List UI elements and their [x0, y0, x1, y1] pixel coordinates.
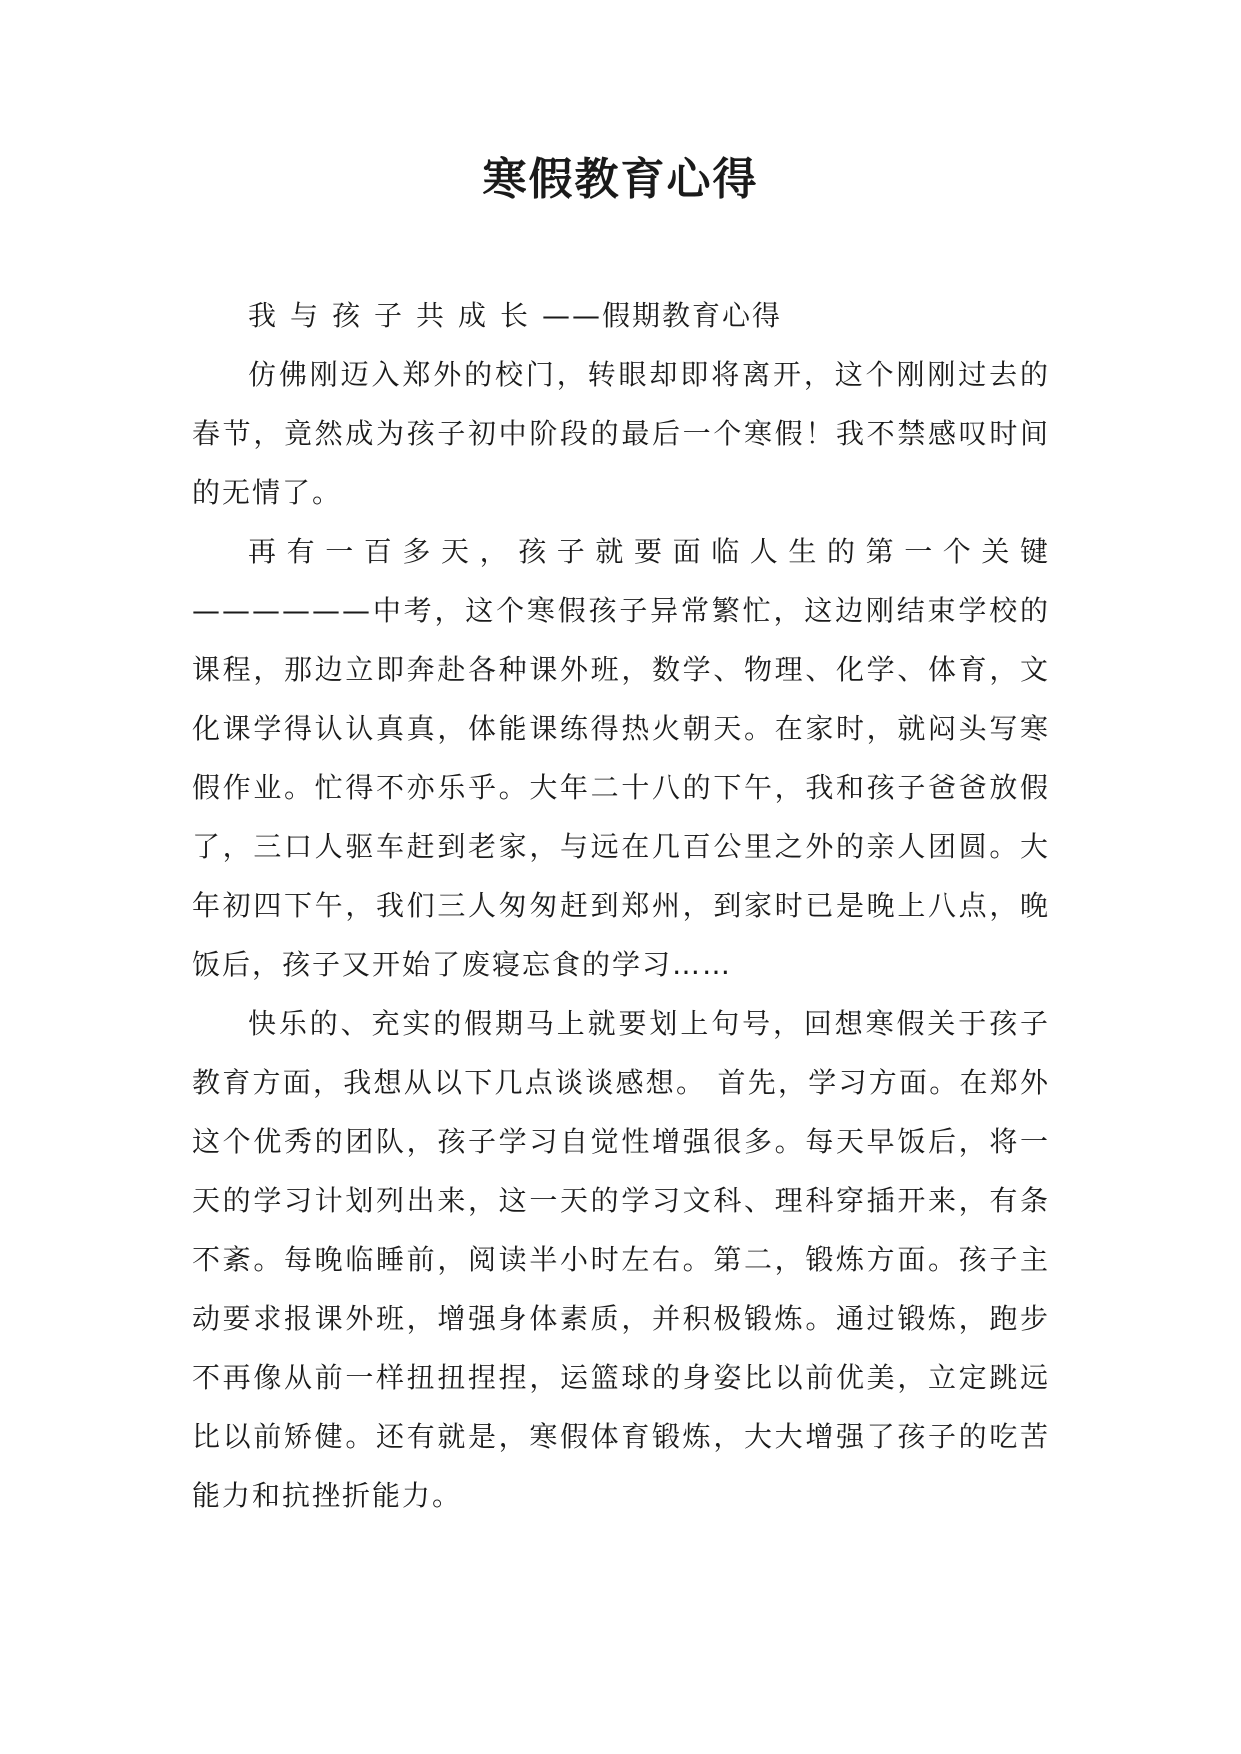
document-body: [192, 286, 1050, 1525]
paragraph-2: 再有一百多天，孩子就要面临人生的第一个关键——————中考，这个寒假孩子异常繁忙，这边刚结束学校的课程，那边立即奔赴各种课外班，数学、物理、化学、体育，文化课学得认认真真，体能课练得热火朝天。在家时，就闷头写寒假作业。忙得不亦乐乎。大年二十八的下午，我和孩子爸爸放假了，三口人驱车赶到老家，与远在几百公里之外的亲人团圆。大年初四下午，我们三人匆匆赶到郑州，到家时已是晚上八点，晚饭后，孩子又开始了废寝忘食的学习……: [192, 535, 1050, 981]
document-title: 寒假教育心得: [482, 154, 759, 205]
paragraph-3: 快乐的、充实的假期马上就要划上句号，回想寒假关于孩子教育方面，我想从以下几点谈谈感想。 首先，学习方面。在郑外这个优秀的团队，孩子学习自觉性增强很多。每天早饭后，将一天的学习计划列出来，这一天的学习文科、理科穿插开来，有条不紊。每晚临睡前，阅读半小时左右。第二，锻炼方面。孩子主动要求报课外班，增强身体素质，并积极锻炼。通过锻炼，跑步不再像从前一样扭扭捏捏，运篮球的身姿比以前优美，立定跳远比以前矫健。还有就是，寒假体育锻炼，大大增强了孩子的吃苦能力和抗挫折能力。: [192, 1007, 1050, 1512]
subtitle-rest: ——假期教育心得: [542, 299, 783, 332]
subtitle-paragraph: [192, 286, 1050, 345]
paragraph-1: 仿佛刚迈入郑外的校门，转眼却即将离开，这个刚刚过去的春节，竟然成为孩子初中阶段的最后一个寒假！我不禁感叹时间的无情了。: [192, 358, 1050, 509]
subtitle-spaced: 我与孩子共成长: [248, 299, 543, 332]
